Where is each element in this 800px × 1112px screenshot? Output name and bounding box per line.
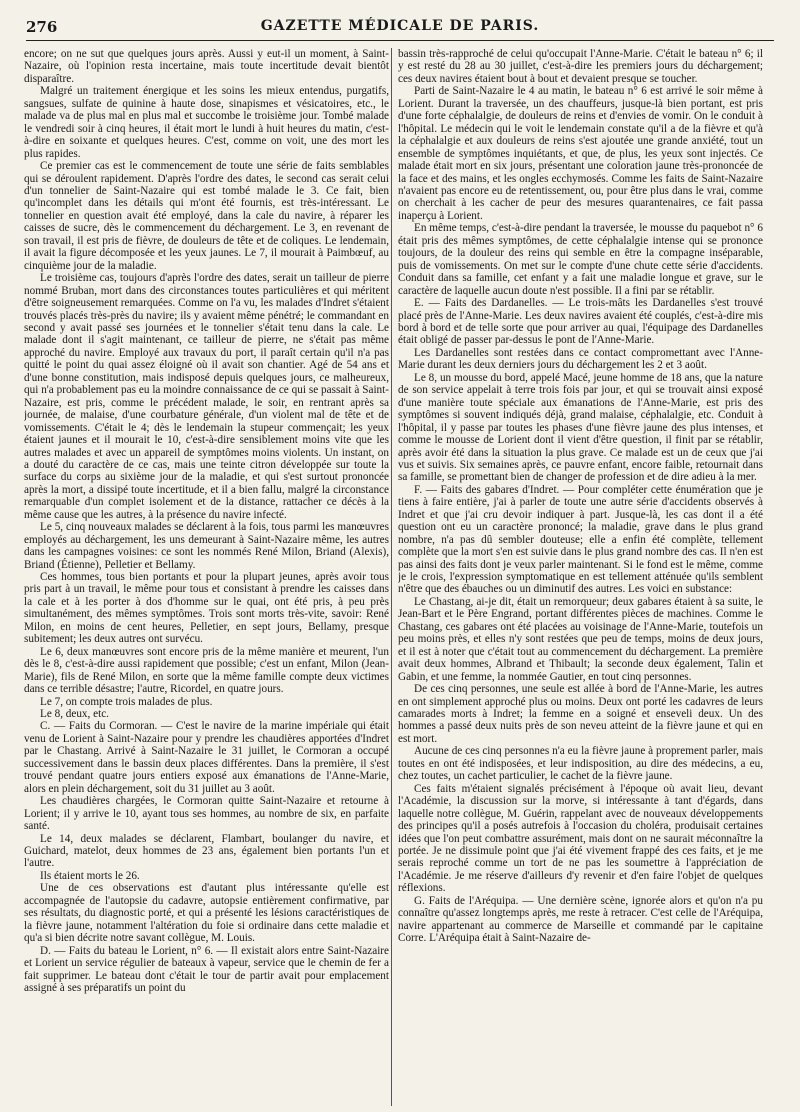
- section-f-paragraph: F. — Faits des gabares d'Indret. — Pour compléter cette énumération que je tiens à faire entière, j'ai à parler de toute une autre série d'accidents observés à Indret et que j'ai cru devoir indiquer à part. Jusque-là, les cas dont il a été question ont eu un caractère prononcé; la maladie, grave dans le plus grand nombre, n'a pas dû sembler douteuse; elle a enfin été complète, tellement complète que la mort s'en est suivie dans le plus grand nombre des cas. Il n'en est pas ainsi des faits dont je veux parler maintenant. Si le fond est le même, comme je le crois, l'expression symptomatique en est tellement atténuée qu'ils semblent n'être que des ébauches ou un diminutif des autres. Les voici en substance:: [398, 483, 763, 596]
- section-g-paragraph: G. Faits de l'Aréquipa. — Une dernière scène, ignorée alors et qu'on n'a pu connaître qu'assez longtemps après, me reste à retracer. C'est celle de l'Aréquipa, navire appartenant au commerce de Marseille et commandé par le capitaine Corre. L'Aréquipa était à Saint-Nazaire de-: [398, 894, 763, 945]
- paragraph: Le 6, deux manœuvres sont encore pris de la même manière et meurent, l'un dès le 8, c'est-à-dire aussi rapidement que possible; c'est un enfant, Milon (Jean-Marie), fils de René Milon, en sorte que la même famille compte deux victimes dans ce terrible désastre; l'autre, Ricordel, en quatre jours.: [24, 645, 389, 696]
- paragraph: Une de ces observations est d'autant plus intéressante qu'elle est accompagnée de l'autopsie du cadavre, autopsie entièrement confirmative, par ses résultats, du diagnostic porté, et qui a présenté les lésions caractéristiques de la fièvre jaune, notamment l'altération du foie si ordinaire dans cette maladie et qu'a si bien décrite notre savant collègue, M. Louis.: [24, 882, 389, 945]
- paragraph: Parti de Saint-Nazaire le 4 au matin, le bateau n° 6 est arrivé le soir même à Lorient. Durant la traversée, un des chauffeurs, jusque-là bien portant, est pris d'une forte céphalalgie, de douleurs de reins et d'envies de vomir. On le conduit à l'hôpital. Le médecin qui le voit le lendemain constate qu'il a de la fièvre et qu'à la céphalalgie et aux douleurs de reins s'est ajoutée une grande anxiété, tout un ensemble de symptômes inquiétants, et que, de plus, les yeux sont injectés. Ce malade était mort en six jours, présentant une coloration jaune très-prononcée de la face et des mains, et les ongles ecchymosés. Comme les faits de Saint-Nazaire n'avaient pas encore eu de retentissement, ou, pour être plus dans le vrai, comme on cherchait à les cacher de peur des mesures quarantenaires, ce fait passa inaperçu à Lorient.: [398, 85, 763, 222]
- paragraph: Le 8, deux, etc.: [40, 708, 109, 721]
- paragraph: Ils étaient morts le 26.: [40, 869, 140, 882]
- paragraph: Les Dardanelles sont restées dans ce contact compromettant avec l'Anne-Marie durant les deux derniers jours du déchargement les 2 et 3 août.: [398, 346, 763, 372]
- column-divider: [391, 48, 392, 1106]
- paragraph: bassin très-rapproché de celui qu'occupait l'Anne-Marie. C'était le bateau n° 6; il y est resté du 28 au 30 juillet, c'est-à-dire les premiers jours du déchargement; ces deux navires étaient bout à bout et devaient presque se toucher.: [398, 48, 763, 85]
- page-number: 276: [26, 18, 58, 36]
- journal-title: GAZETTE MÉDICALE DE PARIS.: [260, 18, 540, 34]
- left-column: [24, 48, 389, 1106]
- paragraph: Le troisième cas, toujours d'après l'ordre des dates, serait un tailleur de pierre nommé Bruban, mort dans des circonstances toutes particulières et qui méritent d'être soigneusement remarquées. Comme on l'a vu, les malades d'Indret s'étaient trouvés placés très-près du navire; ils y avaient même pénétré; le commandant en second y avait passé ses journées et le tonnelier s'était tenu dans la cale. Le malade dont il s'agit maintenant, ce tailleur de pierre, ne s'était pas même approché du navire. Employé aux travaux du port, il paraît certain qu'il n'a pas quitté le point du quai assez éloigné où il avait son chantier. Agé de 54 ans et d'une bonne constitution, mais indisposé depuis quelques jours, ce malheureux, qui n'a probablement pas eu la moindre connaissance de ce qui se passait à Saint-Nazaire, est pris, comme le précédent malade, le soir, en rentrant après sa journée, de malaise, d'une courbature générale, d'un violent mal de tête et de vomissements. C'était le 4; dès le lendemain la stupeur commençait; les yeux étaient jaunes et il mourait le 10, c'est-à-dire sensiblement moins vite que les autres malades et avec un appareil de symptômes moins violents. Un instant, on a douté du caractère de ce cas, mais une teinte citron développée sur toute la surface du corps au sixième jour de la maladie, et qui s'est surtout prononcée après la mort, a dissipé toute incertitude, et il a bien fallu, malgré la circonstance remarquable d'un complet isolement et de la distance, rattacher ce décès à la même cause que les autres, à la présence du navire infecté.: [24, 272, 389, 521]
- paragraph: encore; on ne sut que quelques jours après. Aussi y eut-il un moment, à Saint-Nazaire, où l'opinion resta incertaine, mais toute incertitude devait bientôt disparaître.: [24, 48, 389, 85]
- paragraph: Le Chastang, ai-je dit, était un remorqueur; deux gabares étaient à sa suite, le Jean-Bart et le Père Engrand, portant différentes pièces de machines. Comme le Chastang, ces gabares ont été placées au voisinage de l'Anne-Marie, toutefois un peu moins près, et elles n'y sont restées que peu de temps, moins de deux jours, et il est à noter que c'était tout au commencement du déchargement. La première avait deux hommes, Albrand et Thibault; la seconde deux également, Talin et Gabin, et une femme, la nommée Gautier, en tout cinq personnes.: [398, 595, 763, 683]
- paragraph: Le 14, deux malades se déclarent, Flambart, boulanger du navire, et Guichard, matelot, deux hommes de 23 ans, également bien portants l'un et l'autre.: [24, 832, 389, 870]
- paragraph: Ces hommes, tous bien portants et pour la plupart jeunes, après avoir tous pris part à un travail, le même pour tous et consistant à prendre les caisses dans la cale et à les porter à dos d'homme sur le quai, ont été pris, à peu près simultanément, des mêmes symptômes. Trois sont morts très-vite, savoir: René Milon, en moins de cent heures, Pelletier, en sept jours, Bellamy, presque subitement; les deux autres ont survécu.: [24, 571, 389, 646]
- section-d-paragraph: D. — Faits du bateau le Lorient, n° 6. — Il existait alors entre Saint-Nazaire et Lorient un service régulier de bateaux à vapeur, service que le chemin de fer a fait supprimer. Le bateau dont c'était le tour de partir avait pour emplacement assigné à ses préparatifs un point du: [24, 944, 389, 994]
- section-c-paragraph: C. — Faits du Cormoran. — C'est le navire de la marine impériale qui était venu de Lorient à Saint-Nazaire pour y prendre les chaudières apportées d'Indret par le Chastang. Arrivé à Saint-Nazaire le 31 juillet, le Cormoran a occupé successivement dans le bassin deux places différentes. Dans la première, il s'est trouvé pendant quatre jours entiers exposé aux émanations de l'Anne-Marie, alors en plein déchargement, soit du 31 juillet au 3 août.: [24, 720, 389, 795]
- paragraph: Le 8, un mousse du bord, appelé Macé, jeune homme de 18 ans, que la nature de son service appelait à terre trois fois par jour, et qui se trouvait ainsi exposé d'une manière toute spéciale aux émanations de l'Anne-Marie, est pris des symptômes si souvent indiqués déjà, grand malaise, céphalalgie, etc. Conduit à l'hôpital, il y passe par toutes les phases d'une fièvre jaune des plus intenses, et comme le mousse de Lorient dont il vient d'être question, il finit par se rétablir, après avoir été dans la situation la plus grave. Ce malade est un de ceux que j'ai vus et suivis. Six semaines après, ce pauvre enfant, encore faible, retournait dans sa famille, se promettant bien de changer de profession et de dire adieu à la mer.: [398, 371, 763, 484]
- paragraph: Malgré un traitement énergique et les soins les mieux entendus, purgatifs, sangsues, sulfate de quinine à haute dose, sinapismes et vésicatoires, etc., le malade va de plus mal en plus mal et succombe le troisième jour. Tombé malade le vendredi soir à cinq heures, il était mort le lundi à huit heures du matin, c'est-à-dire en soixante et quelques heures. C'est, comme on voit, une des mort les plus rapides.: [24, 85, 389, 160]
- paragraph: De ces cinq personnes, une seule est allée à bord de l'Anne-Marie, les autres en ont simplement approché plus ou moins. Deux ont porté les cadavres de leurs camarades morts à Indret; la femme en a soigné et enseveli deux. Un des hommes a passé deux nuits près de son neveu atteint de la fièvre jaune et qui en est mort.: [398, 683, 763, 745]
- page-header: [26, 18, 774, 41]
- paragraph: Le 7, on compte trois malades de plus.: [40, 695, 213, 708]
- paragraph: Le 5, cinq nouveaux malades se déclarent à la fois, tous parmi les manœuvres employés au déchargement, les uns demeurant à Saint-Nazaire même, les autres dans les campagnes voisines: ce sont les nommés René Milon, Briand (Alexis), Briand (Étienne), Pelletier et Bellamy.: [24, 521, 389, 571]
- section-e-paragraph: E. — Faits des Dardanelles. — Le trois-mâts les Dardanelles s'est trouvé placé près de l'Anne-Marie. Les deux navires avaient été couplés, c'est-à-dire mis bord à bord et de telle sorte que pour arriver au quai, l'équipage des Dardanelles était obligé de passer par-dessus le pont de l'Anne-Marie.: [398, 297, 763, 347]
- paragraph: Les chaudières chargées, le Cormoran quitte Saint-Nazaire et retourne à Lorient; il y arrive le 10, ayant tous ses hommes, au nombre de six, en parfaite santé.: [24, 795, 389, 833]
- paragraph: Ce premier cas est le commencement de toute une série de faits semblables qui se déroulent rapidement. D'après l'ordre des dates, le second cas serait celui d'un tonnelier de Saint-Nazaire qui est tombé malade le 3. Ce fait, bien qu'incomplet dans les détails qui m'ont été fournis, est très-intéressant. Le tonnelier en question avait été employé, dans la cale du navire, à réparer les caisses de sucre, dès le commencement du déchargement. Le 3, en revenant de son travail, il est pris de fièvre, de douleurs de tête et de coliques. Le lendemain, il avait la figure décomposée et les yeux jaunes. Le 7, il mourait à Paimbœuf, au cinquième jour de la maladie.: [24, 160, 389, 272]
- paragraph: En même temps, c'est-à-dire pendant la traversée, le mousse du paquebot n° 6 était pris des mêmes symptômes, de cette céphalalgie intense qui se prononce toujours, de la douleur des reins qui semble en être la compagne inséparable, puis de vomissements. On met sur le compte d'une chute cette série d'accidents. Conduit dans sa famille, cet enfant y a fait une maladie longue et grave, sur le caractère de laquelle aucun doute n'est possible. Il a fini par se rétablir.: [398, 222, 763, 297]
- paragraph: Aucune de ces cinq personnes n'a eu la fièvre jaune à proprement parler, mais toutes en ont été indisposées, et leur indisposition, au dire des médecins, a eu, chez toutes, un cachet particulier, le cachet de la fièvre jaune.: [398, 745, 763, 783]
- right-column: [398, 48, 763, 1106]
- paragraph: Ces faits m'étaient signalés précisément à l'époque où avait lieu, devant l'Académie, la discussion sur la morve, si intéressante à tant d'égards, dans laquelle notre collègue, M. Guérin, rappelant avec de nouveaux développements des principes qu'il a posés autrefois à l'occasion du choléra, produisait certaines idées que l'on peut combattre assurément, mais dont on ne saurait méconnaître la portée. Je ne dissimule point que j'ai été vivement frappé des ces faits, et je me serais reproché comme un tort de ne pas les soumettre à l'appréciation de l'Académie. Je me réserve d'ailleurs d'y revenir et d'en faire l'objet de quelques réflexions.: [398, 782, 763, 895]
